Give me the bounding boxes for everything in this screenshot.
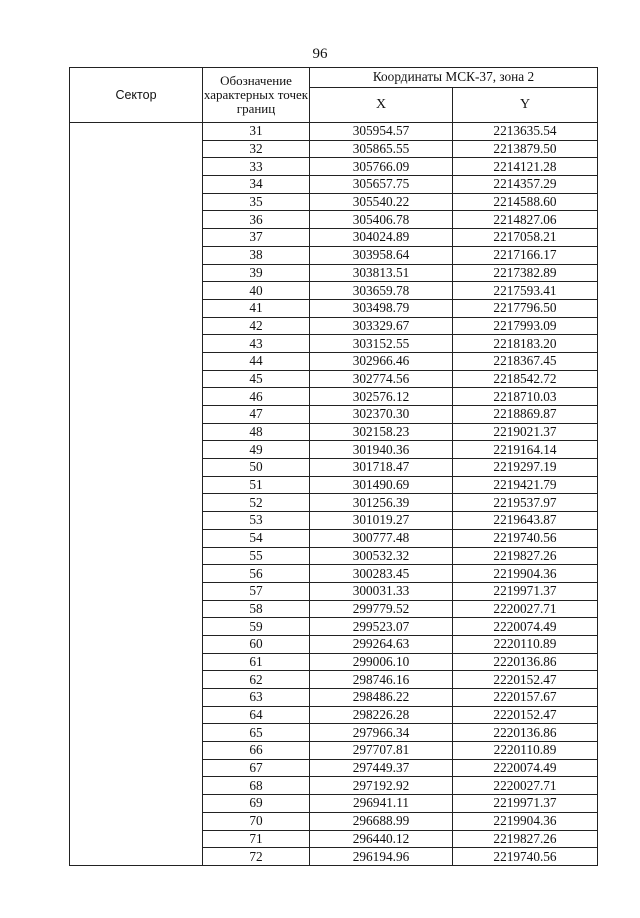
y-coordinate-cell: 2220136.86 <box>453 653 598 671</box>
y-coordinate-cell: 2219971.37 <box>453 582 598 600</box>
x-coordinate-cell: 304024.89 <box>310 229 453 247</box>
y-coordinate-cell: 2218869.87 <box>453 406 598 424</box>
header-point-designation: Обозначение характерных точек границ <box>203 68 310 123</box>
point-number-cell: 68 <box>203 777 310 795</box>
y-coordinate-cell: 2217058.21 <box>453 229 598 247</box>
point-number-cell: 38 <box>203 246 310 264</box>
point-number-cell: 41 <box>203 299 310 317</box>
x-coordinate-cell: 301256.39 <box>310 494 453 512</box>
point-number-cell: 69 <box>203 795 310 813</box>
header-x: X <box>310 87 453 122</box>
y-coordinate-cell: 2219643.87 <box>453 512 598 530</box>
y-coordinate-cell: 2214827.06 <box>453 211 598 229</box>
point-number-cell: 72 <box>203 848 310 866</box>
point-number-cell: 66 <box>203 742 310 760</box>
header-y: Y <box>453 87 598 122</box>
point-number-cell: 62 <box>203 671 310 689</box>
x-coordinate-cell: 296440.12 <box>310 830 453 848</box>
y-coordinate-cell: 2220110.89 <box>453 635 598 653</box>
point-number-cell: 57 <box>203 582 310 600</box>
y-coordinate-cell: 2218367.45 <box>453 352 598 370</box>
table-header <box>70 68 598 123</box>
x-coordinate-cell: 298486.22 <box>310 689 453 707</box>
y-coordinate-cell: 2219904.36 <box>453 565 598 583</box>
y-coordinate-cell: 2220074.49 <box>453 759 598 777</box>
x-coordinate-cell: 300532.32 <box>310 547 453 565</box>
y-coordinate-cell: 2219164.14 <box>453 441 598 459</box>
x-coordinate-cell: 301490.69 <box>310 476 453 494</box>
x-coordinate-cell: 299779.52 <box>310 600 453 618</box>
y-coordinate-cell: 2220027.71 <box>453 777 598 795</box>
y-coordinate-cell: 2218542.72 <box>453 370 598 388</box>
point-number-cell: 60 <box>203 635 310 653</box>
x-coordinate-cell: 301718.47 <box>310 459 453 477</box>
x-coordinate-cell: 297449.37 <box>310 759 453 777</box>
x-coordinate-cell: 297966.34 <box>310 724 453 742</box>
page-number: 96 <box>312 46 328 62</box>
y-coordinate-cell: 2217382.89 <box>453 264 598 282</box>
y-coordinate-cell: 2220152.47 <box>453 706 598 724</box>
x-coordinate-cell: 305406.78 <box>310 211 453 229</box>
point-number-cell: 45 <box>203 370 310 388</box>
point-number-cell: 71 <box>203 830 310 848</box>
x-coordinate-cell: 303329.67 <box>310 317 453 335</box>
point-number-cell: 55 <box>203 547 310 565</box>
y-coordinate-cell: 2217166.17 <box>453 246 598 264</box>
x-coordinate-cell: 299523.07 <box>310 618 453 636</box>
point-number-cell: 44 <box>203 352 310 370</box>
point-number-cell: 31 <box>203 123 310 141</box>
point-number-cell: 67 <box>203 759 310 777</box>
point-number-cell: 39 <box>203 264 310 282</box>
point-number-cell: 36 <box>203 211 310 229</box>
y-coordinate-cell: 2220110.89 <box>453 742 598 760</box>
point-number-cell: 42 <box>203 317 310 335</box>
x-coordinate-cell: 305954.57 <box>310 123 453 141</box>
x-coordinate-cell: 297192.92 <box>310 777 453 795</box>
y-coordinate-cell: 2217593.41 <box>453 282 598 300</box>
y-coordinate-cell: 2218710.03 <box>453 388 598 406</box>
x-coordinate-cell: 301019.27 <box>310 512 453 530</box>
point-number-cell: 54 <box>203 529 310 547</box>
x-coordinate-cell: 302966.46 <box>310 352 453 370</box>
x-coordinate-cell: 303813.51 <box>310 264 453 282</box>
y-coordinate-cell: 2219021.37 <box>453 423 598 441</box>
x-coordinate-cell: 305540.22 <box>310 193 453 211</box>
x-coordinate-cell: 297707.81 <box>310 742 453 760</box>
y-coordinate-cell: 2214121.28 <box>453 158 598 176</box>
y-coordinate-cell: 2219421.79 <box>453 476 598 494</box>
x-coordinate-cell: 302774.56 <box>310 370 453 388</box>
point-number-cell: 50 <box>203 459 310 477</box>
header-coordinates: Координаты МСК-37, зона 2 <box>310 68 598 88</box>
y-coordinate-cell: 2219827.26 <box>453 547 598 565</box>
point-number-cell: 65 <box>203 724 310 742</box>
x-coordinate-cell: 303958.64 <box>310 246 453 264</box>
point-number-cell: 63 <box>203 689 310 707</box>
y-coordinate-cell: 2219904.36 <box>453 812 598 830</box>
x-coordinate-cell: 302370.30 <box>310 406 453 424</box>
point-number-cell: 53 <box>203 512 310 530</box>
y-coordinate-cell: 2217993.09 <box>453 317 598 335</box>
x-coordinate-cell: 300283.45 <box>310 565 453 583</box>
point-number-cell: 34 <box>203 176 310 194</box>
table-body <box>70 123 598 866</box>
point-number-cell: 64 <box>203 706 310 724</box>
y-coordinate-cell: 2220027.71 <box>453 600 598 618</box>
x-coordinate-cell: 302158.23 <box>310 423 453 441</box>
x-coordinate-cell: 303659.78 <box>310 282 453 300</box>
y-coordinate-cell: 2219971.37 <box>453 795 598 813</box>
x-coordinate-cell: 299006.10 <box>310 653 453 671</box>
point-number-cell: 59 <box>203 618 310 636</box>
point-number-cell: 33 <box>203 158 310 176</box>
x-coordinate-cell: 298226.28 <box>310 706 453 724</box>
point-number-cell: 46 <box>203 388 310 406</box>
x-coordinate-cell: 305766.09 <box>310 158 453 176</box>
point-number-cell: 32 <box>203 140 310 158</box>
x-coordinate-cell: 301940.36 <box>310 441 453 459</box>
y-coordinate-cell: 2220157.67 <box>453 689 598 707</box>
x-coordinate-cell: 302576.12 <box>310 388 453 406</box>
x-coordinate-cell: 298746.16 <box>310 671 453 689</box>
y-coordinate-cell: 2219827.26 <box>453 830 598 848</box>
y-coordinate-cell: 2220152.47 <box>453 671 598 689</box>
y-coordinate-cell: 2217796.50 <box>453 299 598 317</box>
point-number-cell: 48 <box>203 423 310 441</box>
header-sector: Сектор <box>70 68 203 123</box>
point-number-cell: 70 <box>203 812 310 830</box>
y-coordinate-cell: 2218183.20 <box>453 335 598 353</box>
y-coordinate-cell: 2214588.60 <box>453 193 598 211</box>
x-coordinate-cell: 300777.48 <box>310 529 453 547</box>
x-coordinate-cell: 300031.33 <box>310 582 453 600</box>
point-number-cell: 52 <box>203 494 310 512</box>
y-coordinate-cell: 2219740.56 <box>453 848 598 866</box>
point-number-cell: 56 <box>203 565 310 583</box>
x-coordinate-cell: 296194.96 <box>310 848 453 866</box>
y-coordinate-cell: 2219297.19 <box>453 459 598 477</box>
x-coordinate-cell: 305865.55 <box>310 140 453 158</box>
y-coordinate-cell: 2213879.50 <box>453 140 598 158</box>
point-number-cell: 40 <box>203 282 310 300</box>
y-coordinate-cell: 2213635.54 <box>453 123 598 141</box>
x-coordinate-cell: 299264.63 <box>310 635 453 653</box>
x-coordinate-cell: 296941.11 <box>310 795 453 813</box>
point-number-cell: 61 <box>203 653 310 671</box>
x-coordinate-cell: 296688.99 <box>310 812 453 830</box>
point-number-cell: 35 <box>203 193 310 211</box>
x-coordinate-cell: 303498.79 <box>310 299 453 317</box>
y-coordinate-cell: 2220136.86 <box>453 724 598 742</box>
y-coordinate-cell: 2219537.97 <box>453 494 598 512</box>
y-coordinate-cell: 2220074.49 <box>453 618 598 636</box>
x-coordinate-cell: 305657.75 <box>310 176 453 194</box>
point-number-cell: 49 <box>203 441 310 459</box>
y-coordinate-cell: 2219740.56 <box>453 529 598 547</box>
sector-cell <box>70 123 203 866</box>
table-row <box>70 123 598 141</box>
point-number-cell: 51 <box>203 476 310 494</box>
point-number-cell: 47 <box>203 406 310 424</box>
coordinates-table <box>69 67 598 866</box>
y-coordinate-cell: 2214357.29 <box>453 176 598 194</box>
x-coordinate-cell: 303152.55 <box>310 335 453 353</box>
point-number-cell: 37 <box>203 229 310 247</box>
point-number-cell: 43 <box>203 335 310 353</box>
point-number-cell: 58 <box>203 600 310 618</box>
